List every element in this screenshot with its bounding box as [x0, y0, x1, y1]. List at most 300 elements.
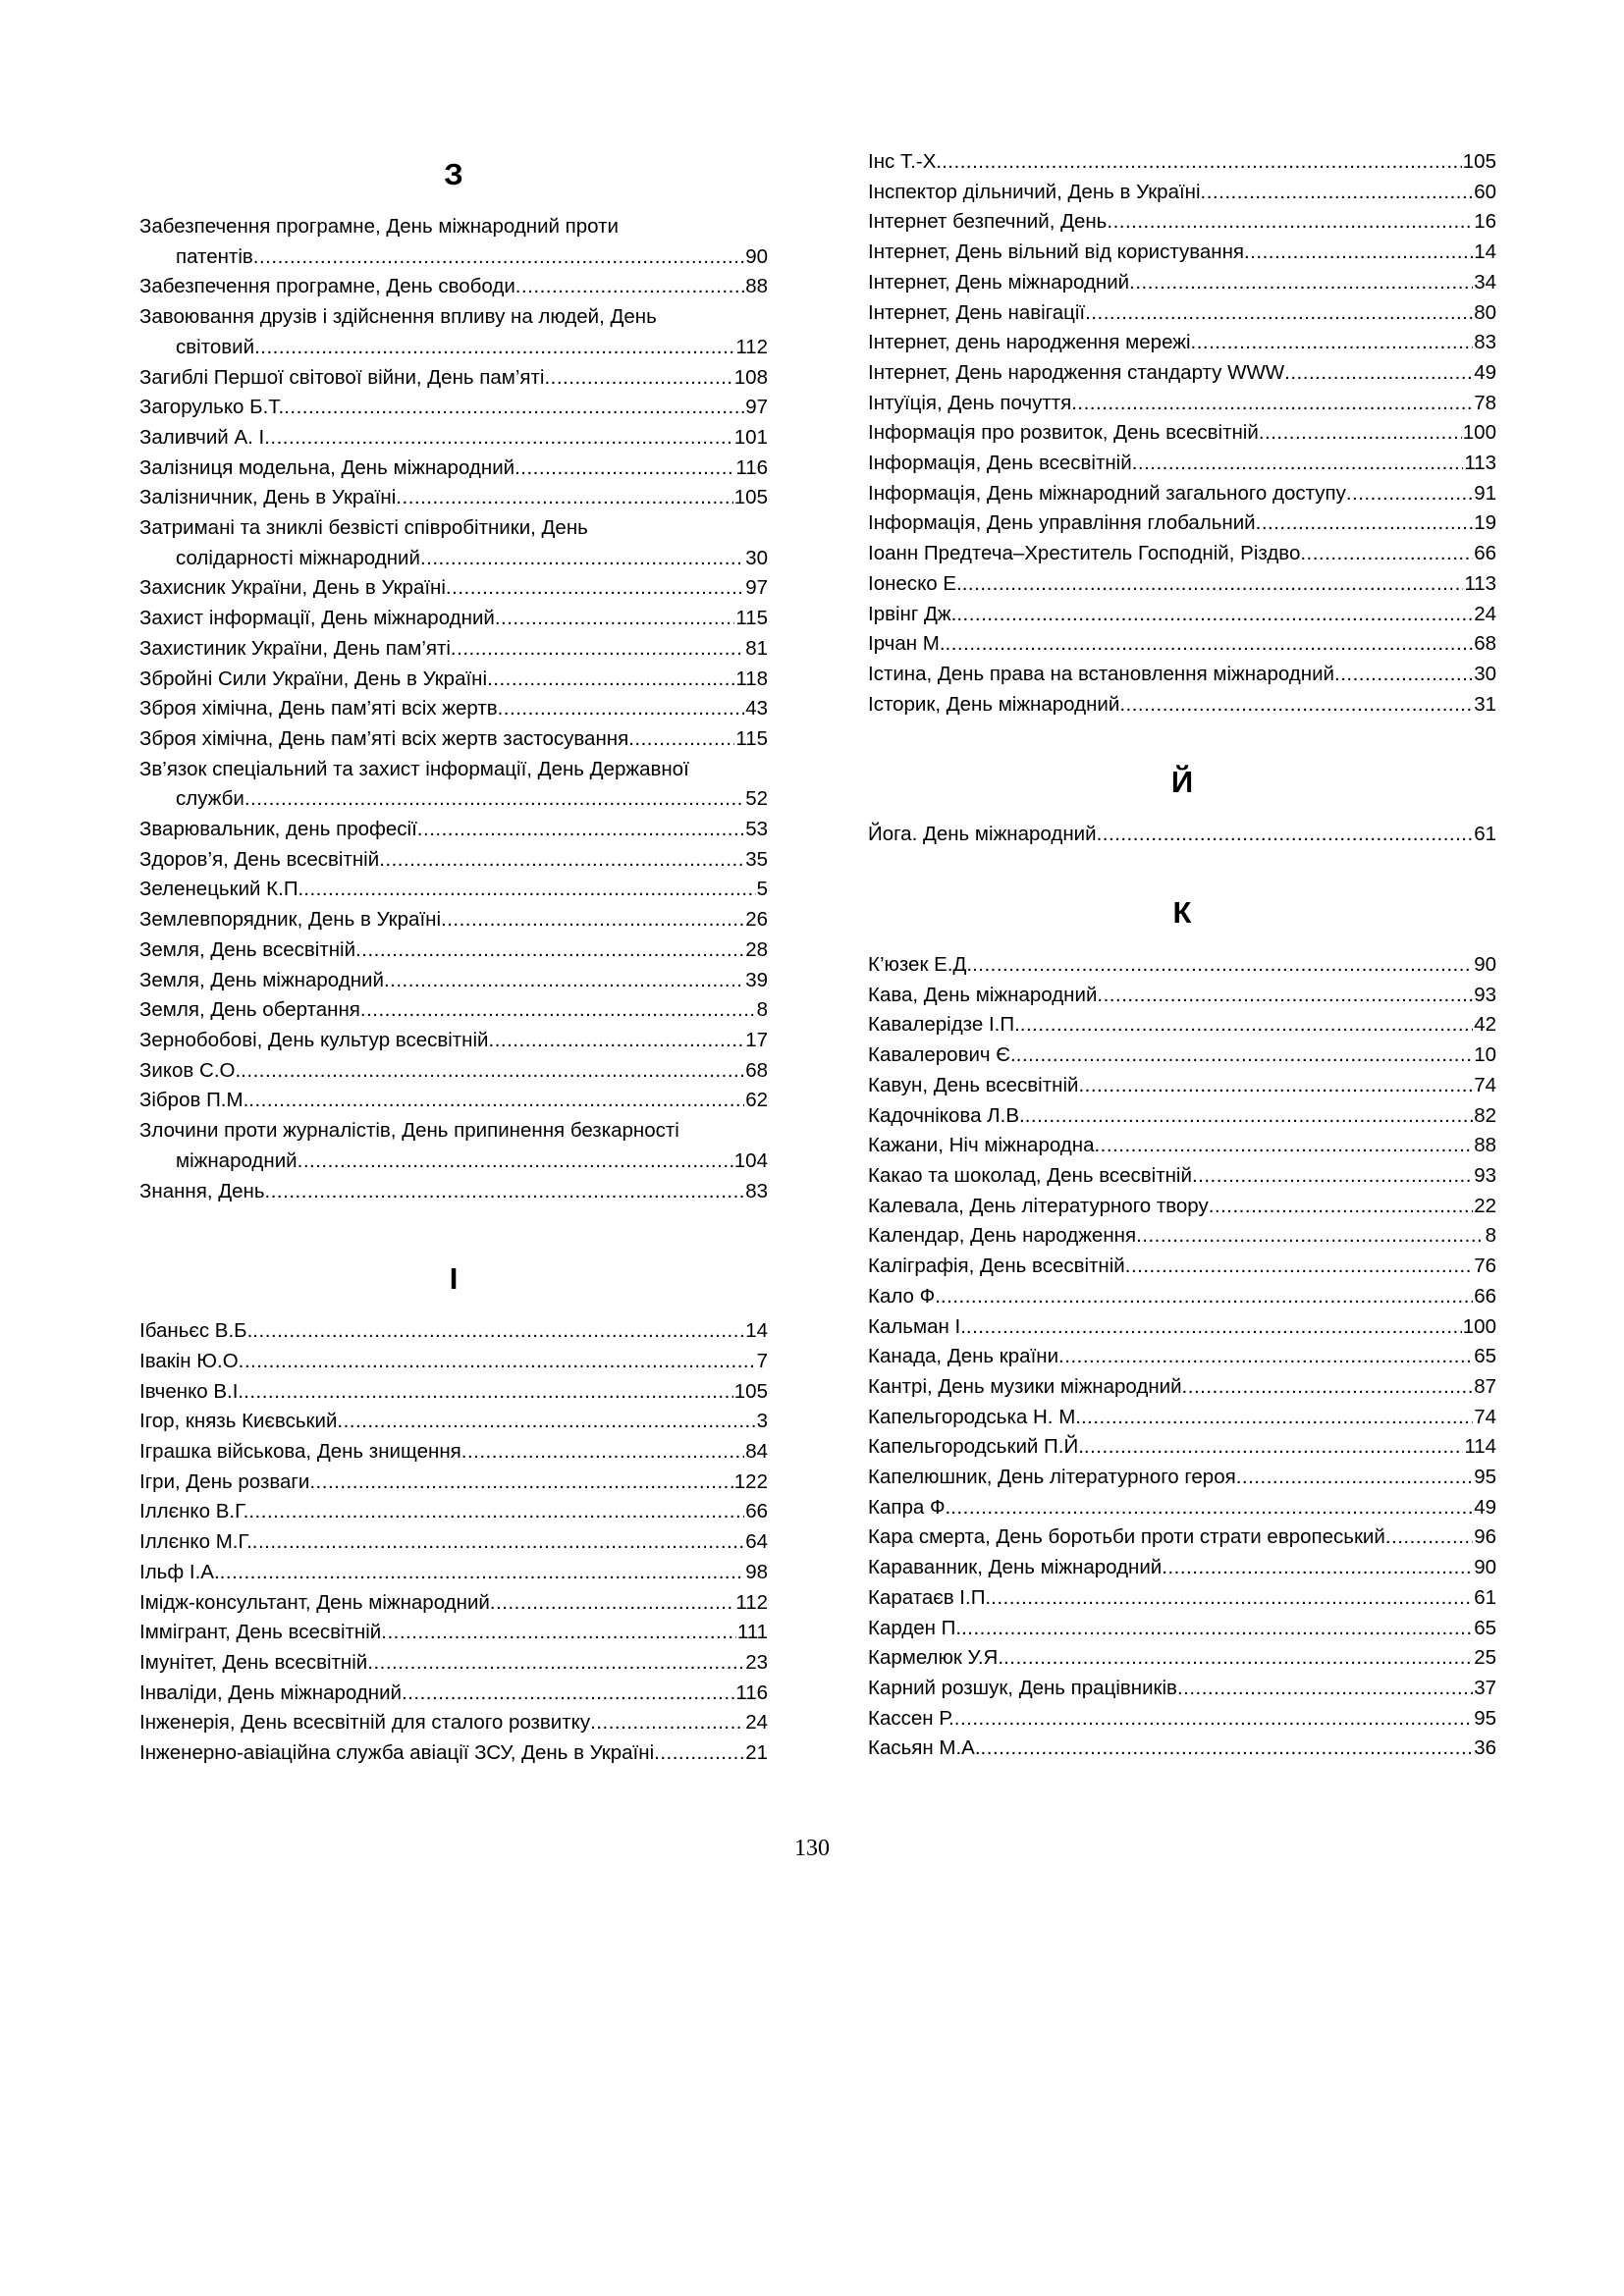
dot-leader: [1071, 389, 1473, 419]
index-entry-page: 95: [1474, 1466, 1496, 1489]
index-entry-term: Кавун, День всесвітній: [868, 1073, 1079, 1096]
dot-leader: [1182, 1372, 1474, 1403]
index-entry-page: 30: [745, 546, 768, 569]
dot-leader: [379, 845, 744, 876]
index-entry: [868, 1131, 1496, 1161]
index-entry-page: 68: [745, 1058, 768, 1082]
index-entry-term: Іллєнко В.Г.: [139, 1500, 249, 1523]
index-entry-term: Зиков С.О.: [139, 1058, 242, 1082]
index-entry: [139, 1527, 768, 1558]
index-entry: [868, 1372, 1496, 1403]
index-entry-page: 98: [745, 1560, 768, 1583]
dot-leader: [298, 1147, 733, 1177]
index-entry-term: Заливчий А. І: [139, 425, 265, 449]
dot-leader: [489, 1026, 745, 1056]
index-entry: [868, 1342, 1496, 1372]
index-entry-page: 53: [745, 818, 768, 841]
index-entry-term-continuation: служби: [176, 787, 244, 811]
dot-leader: [384, 966, 744, 996]
dot-leader: [515, 272, 744, 302]
index-entry: [139, 1177, 768, 1207]
index-entry: [868, 600, 1496, 630]
index-entry-term: Капра Ф.: [868, 1495, 951, 1519]
index-entry-term: Кара смерта, День боротьби проти страти европеський: [868, 1525, 1385, 1549]
index-entry-page: 105: [1462, 150, 1496, 173]
index-entry-page: 76: [1474, 1255, 1496, 1278]
index-entry-page: 37: [1474, 1676, 1496, 1699]
index-entry-page: 35: [745, 847, 768, 871]
index-entry-page: 21: [745, 1741, 768, 1765]
index-entry-term-continuation: патентів: [176, 244, 253, 268]
index-entry-page: 96: [1474, 1525, 1496, 1549]
dot-leader: [381, 1618, 736, 1648]
dot-leader: [253, 242, 744, 273]
index-entry-term: Кава, День міжнародний: [868, 983, 1098, 1006]
index-entry-term: Загиблі Першої світової війни, День пам’яті: [139, 365, 545, 389]
index-list-y: [868, 820, 1496, 850]
dot-leader: [1334, 660, 1473, 690]
dot-leader: [1016, 1041, 1473, 1071]
index-entry: [139, 1316, 768, 1347]
index-entry-page: 105: [733, 1379, 768, 1403]
index-entry-term-continuation: солідарності міжнародний: [176, 546, 420, 569]
index-entry-page: 97: [745, 576, 768, 600]
index-entry: [139, 905, 768, 935]
index-entry-page: 30: [1474, 662, 1496, 685]
index-entry-term: Калевала, День літературного твору: [868, 1194, 1209, 1217]
index-entry-term: Кавалерович Є.: [868, 1043, 1016, 1067]
index-entry: [868, 1734, 1496, 1764]
dot-leader: [284, 393, 744, 423]
index-entry-term: Захистиник України, День пам’яті: [139, 636, 451, 660]
index-entry-term: Кармелюк У.Я.: [868, 1646, 1004, 1670]
dot-leader: [514, 454, 734, 484]
index-entry-page: 64: [745, 1530, 768, 1554]
dot-leader: [972, 950, 1473, 981]
index-entry-term: Земля, День обертання: [139, 998, 360, 1022]
index-entry-term: Збройні Сили України, День в Україні: [139, 667, 488, 690]
index-entry-term: Капелюшник, День літературного героя: [868, 1466, 1236, 1489]
index-entry-term: Злочини проти журналістів, День припинення безкарності: [139, 1119, 679, 1143]
dot-leader: [961, 1614, 1473, 1644]
index-entry: [139, 1558, 768, 1588]
dot-leader: [628, 724, 734, 755]
dot-leader: [1097, 820, 1474, 850]
index-entry: [139, 875, 768, 905]
index-entry-term: Інтернет, День міжнародний: [868, 270, 1130, 294]
dot-leader: [1003, 1643, 1473, 1674]
index-entry: [868, 1221, 1496, 1252]
index-entry: [868, 539, 1496, 569]
index-entry-page: 90: [1474, 953, 1496, 977]
dot-leader: [991, 1583, 1473, 1614]
dot-leader: [248, 1086, 744, 1116]
dot-leader: [954, 1704, 1473, 1735]
index-entry: [139, 845, 768, 876]
index-entry-page: 49: [1474, 1495, 1496, 1519]
dot-leader: [498, 694, 745, 724]
dot-leader: [241, 1056, 744, 1087]
dot-leader: [941, 1282, 1473, 1312]
index-entry-term: К’юзек Е.Д.: [868, 953, 973, 977]
index-entry: [139, 1407, 768, 1437]
index-entry: [139, 1708, 768, 1738]
index-entry: [139, 1377, 768, 1408]
dot-leader: [1256, 508, 1474, 539]
dot-leader: [495, 604, 734, 634]
index-entry-page: 23: [745, 1650, 768, 1674]
index-entry: [868, 1101, 1496, 1132]
index-entry-page: 65: [1474, 1345, 1496, 1368]
index-entry-term: Зернобобові, День культур всесвітній: [139, 1028, 489, 1051]
index-entry-term: Іоанн Предтеча–Хреститель Господній, Різдво: [868, 542, 1301, 565]
index-entry-term: Інспектор дільничий, День в Україні: [868, 180, 1201, 203]
index-entry: [139, 755, 768, 815]
index-entry: [868, 1493, 1496, 1523]
index-entry-page: 97: [745, 396, 768, 419]
index-entry: [868, 1643, 1496, 1674]
index-entry-term: Інваліди, День міжнародний: [139, 1681, 403, 1704]
index-entry-term: Інтернет, день народження мережі: [868, 331, 1191, 354]
dot-leader: [355, 935, 744, 966]
index-entry-term: Ігри, День розваги: [139, 1469, 310, 1493]
section-letter-z: З: [444, 157, 463, 191]
index-entry-term: Імунітет, День всесвітній: [139, 1650, 368, 1674]
index-entry: [868, 569, 1496, 600]
index-entry-page: 19: [1474, 511, 1496, 535]
index-entry-page: 65: [1474, 1616, 1496, 1639]
index-entry: [139, 604, 768, 634]
index-entry-page: 95: [1474, 1706, 1496, 1730]
dot-leader: [252, 1527, 744, 1558]
dot-leader: [946, 629, 1474, 660]
page-number: 130: [794, 1836, 830, 1861]
index-entry-page: 25: [1474, 1646, 1496, 1670]
index-entry: [139, 573, 768, 604]
dot-leader: [264, 423, 733, 454]
dot-leader: [239, 1347, 756, 1377]
index-entry: [868, 1071, 1496, 1101]
index-entry-term: Кажани, Ніч міжнародна: [868, 1134, 1095, 1157]
section-letter-i: І: [449, 1261, 459, 1297]
index-entry-term-continuation: міжнародний: [176, 1148, 298, 1172]
index-entry-term: Ібаньєс В.Б.: [139, 1319, 253, 1343]
dot-leader: [590, 1708, 744, 1738]
index-entry-term: Караванник, День міжнародний: [868, 1556, 1163, 1579]
index-entry-page: 78: [1474, 391, 1496, 414]
dot-leader: [1132, 449, 1464, 479]
index-entry-page: 100: [1462, 421, 1496, 445]
index-entry-term: Кавалерідзе І.П.: [868, 1013, 1020, 1037]
index-entry-page: 10: [1474, 1043, 1496, 1067]
index-entry-page: 113: [1464, 452, 1496, 475]
index-entry: [868, 1463, 1496, 1493]
index-entry: [139, 1648, 768, 1679]
index-entry-term: Залізничник, День в Україні: [139, 486, 397, 509]
index-entry-term: Захисник України, День в Україні: [139, 576, 446, 600]
index-entry-term: Завоювання друзів і здійснення впливу на людей, День: [139, 305, 657, 329]
index-entry-term: Іграшка військова, День знищення: [139, 1440, 461, 1464]
index-entry-term: Карний розшук, День працівників: [868, 1676, 1177, 1699]
index-entry-page: 113: [1464, 571, 1496, 595]
dot-leader: [1209, 1192, 1473, 1222]
index-entry-page: 90: [1474, 1556, 1496, 1579]
dot-leader: [962, 569, 1464, 600]
index-entry-page: 87: [1474, 1374, 1496, 1398]
index-entry-term: Ігор, князь Києвський: [139, 1410, 338, 1433]
index-entry: [868, 1192, 1496, 1222]
dot-leader: [1119, 690, 1473, 721]
index-entry: [868, 1403, 1496, 1433]
dot-leader: [1097, 981, 1473, 1011]
index-entry: [139, 393, 768, 423]
index-entry-term: Какао та шоколад, День всесвітній: [868, 1163, 1192, 1187]
index-entry: [868, 629, 1496, 660]
index-entry: [868, 820, 1496, 850]
index-entry: [868, 1312, 1496, 1343]
index-entry: [868, 479, 1496, 509]
section-letter-y: Й: [1170, 765, 1194, 800]
dot-leader: [956, 600, 1473, 630]
index-entry-page: 3: [756, 1410, 768, 1433]
index-entry: [139, 1738, 768, 1769]
index-entry: [139, 1618, 768, 1648]
index-entry: [868, 268, 1496, 298]
index-entry: [868, 298, 1496, 329]
index-entry-term: Інформація, День управління глобальний: [868, 511, 1256, 535]
index-entry-page: 66: [1474, 542, 1496, 565]
index-entry: [868, 1282, 1496, 1312]
dot-leader: [1236, 1463, 1473, 1493]
dot-leader: [966, 1312, 1462, 1343]
index-entry: [868, 1704, 1496, 1735]
index-entry-term: Забезпечення програмне, День міжнародний проти: [139, 215, 619, 238]
index-entry-term-continuation: світовий: [176, 335, 255, 358]
dot-leader: [950, 1493, 1473, 1523]
dot-leader: [1162, 1553, 1473, 1583]
dot-leader: [461, 1437, 744, 1468]
dot-leader: [1244, 238, 1473, 268]
dot-leader: [1136, 1221, 1485, 1252]
index-entry: [139, 1347, 768, 1377]
index-entry-page: 116: [735, 1681, 768, 1704]
dot-leader: [303, 875, 755, 905]
index-entry: [139, 212, 768, 272]
index-entry-page: 111: [736, 1621, 768, 1644]
dot-leader: [220, 1558, 745, 1588]
index-entry: [139, 1086, 768, 1116]
index-entry-term: Знання, День: [139, 1179, 265, 1202]
index-entry-page: 68: [1474, 632, 1496, 656]
index-entry-page: 62: [745, 1089, 768, 1112]
index-entry-term: Інженерно-авіаційна служба авіації ЗСУ, День в Україні: [139, 1741, 655, 1765]
index-entry-page: 43: [745, 697, 768, 721]
dot-leader: [244, 784, 744, 815]
index-entry: [868, 1583, 1496, 1614]
dot-leader: [446, 573, 744, 604]
index-entry-page: 26: [745, 908, 768, 932]
dot-leader: [1284, 358, 1473, 389]
dot-leader: [417, 815, 744, 845]
index-entry-term: Зброя хімічна, День пам’яті всіх жертв: [139, 697, 498, 721]
index-entry-page: 14: [1474, 240, 1496, 264]
index-entry: [139, 1497, 768, 1527]
index-entry-page: 118: [735, 667, 768, 690]
index-entry-page: 83: [745, 1179, 768, 1202]
index-entry: [868, 147, 1496, 178]
dot-leader: [396, 483, 732, 513]
dot-leader: [248, 1497, 744, 1527]
index-entry-term: Інформація, День всесвітній: [868, 452, 1132, 475]
dot-leader: [1078, 1071, 1473, 1101]
index-entry: [868, 358, 1496, 389]
dot-leader: [402, 1679, 734, 1709]
index-entry-page: 115: [735, 726, 768, 750]
index-entry: [139, 1056, 768, 1087]
dot-leader: [1177, 1674, 1473, 1704]
dot-leader: [942, 147, 1462, 178]
index-entry-page: 14: [745, 1319, 768, 1343]
index-entry-page: 112: [735, 335, 768, 358]
index-entry-term: Земля, День всесвітній: [139, 937, 356, 961]
index-entry-page: 8: [756, 998, 768, 1022]
index-entry: [139, 966, 768, 996]
index-entry-term: Канада, День країни: [868, 1345, 1059, 1368]
dot-leader: [1107, 207, 1473, 238]
index-entry-page: 105: [733, 486, 768, 509]
index-entry-page: 122: [733, 1469, 768, 1493]
dot-leader: [1094, 1131, 1473, 1161]
index-entry-page: 66: [1474, 1284, 1496, 1308]
index-entry-page: 90: [745, 244, 768, 268]
index-entry-term: Забезпечення програмне, День свободи: [139, 275, 515, 298]
index-entry-term: Істина, День права на встановлення міжнародний: [868, 662, 1334, 685]
dot-leader: [337, 1407, 755, 1437]
dot-leader: [1085, 298, 1473, 329]
index-entry-term: Зеленецький К.П.: [139, 878, 304, 901]
index-entry-term: Інтернет безпечний, День: [868, 210, 1108, 234]
index-entry-page: 42: [1474, 1013, 1496, 1037]
index-entry-page: 61: [1474, 823, 1496, 846]
index-entry: [139, 634, 768, 665]
index-entry-page: 108: [733, 365, 768, 389]
index-entry-page: 101: [733, 425, 768, 449]
index-entry-term: Карден П.: [868, 1616, 962, 1639]
index-entry-page: 61: [1474, 1585, 1496, 1609]
index-entry-page: 83: [1474, 331, 1496, 354]
index-entry-term: Ірвінг Дж.: [868, 602, 957, 625]
index-entry-page: 7: [756, 1349, 768, 1372]
dot-leader: [367, 1648, 744, 1679]
index-entry-term: Йога. День міжнародний: [868, 823, 1097, 846]
index-entry-page: 31: [1474, 692, 1496, 716]
index-entry-term: Івченко В.І.: [139, 1379, 244, 1403]
dot-leader: [309, 1468, 732, 1498]
index-entry-page: 104: [733, 1148, 768, 1172]
index-entry: [868, 1674, 1496, 1704]
index-entry-term: Зброя хімічна, День пам’яті всіх жертв застосування: [139, 726, 629, 750]
index-entry-term: Календар, День народження: [868, 1224, 1137, 1248]
index-entry-page: 82: [1474, 1103, 1496, 1127]
index-entry-term: Зварювальник, день професії: [139, 818, 417, 841]
index-entry: [139, 1679, 768, 1709]
dot-leader: [1192, 1161, 1473, 1192]
index-entry-page: 93: [1474, 983, 1496, 1006]
dot-leader: [1129, 268, 1473, 298]
index-column-right: [868, 147, 1496, 1764]
index-list-i-part2: [868, 147, 1496, 720]
index-entry: [868, 1614, 1496, 1644]
index-entry: [139, 1437, 768, 1468]
index-entry-page: 36: [1474, 1736, 1496, 1760]
index-entry-page: 112: [735, 1590, 768, 1614]
index-entry: [868, 660, 1496, 690]
dot-leader: [1084, 1432, 1463, 1463]
index-entry-term: Інформація, День міжнародний загального доступу: [868, 481, 1346, 505]
index-list-i-part1: [139, 1316, 768, 1769]
index-entry-term: Кадочнікова Л.В.: [868, 1103, 1025, 1127]
index-entry-page: 39: [745, 968, 768, 991]
index-entry: [139, 815, 768, 845]
index-entry-page: 93: [1474, 1163, 1496, 1187]
index-entry: [868, 690, 1496, 721]
dot-leader: [1300, 539, 1473, 569]
dot-leader: [1385, 1522, 1473, 1553]
index-entry: [139, 423, 768, 454]
index-entry-page: 80: [1474, 300, 1496, 324]
index-entry: [139, 454, 768, 484]
index-entry-term: Земля, День міжнародний: [139, 968, 384, 991]
index-list-z: [139, 212, 768, 1206]
index-entry-term: Зібров П.М.: [139, 1089, 249, 1112]
index-entry: [868, 418, 1496, 449]
index-entry-page: 114: [1464, 1435, 1496, 1459]
index-entry-page: 60: [1474, 180, 1496, 203]
index-entry-term: Інтернет, День вільний від користування: [868, 240, 1244, 264]
index-entry: [139, 995, 768, 1026]
index-entry-term: Інтернет, День навігації: [868, 300, 1086, 324]
dot-leader: [1020, 1010, 1473, 1041]
index-entry: [868, 950, 1496, 981]
index-entry-page: 17: [745, 1028, 768, 1051]
index-entry-page: 49: [1474, 360, 1496, 384]
dot-leader: [981, 1734, 1474, 1764]
index-entry-term: Інформація про розвиток, День всесвітній: [868, 421, 1259, 445]
index-entry-term: Здоров’я, День всесвітній: [139, 847, 380, 871]
index-entry-term: Кантрі, День музики міжнародний: [868, 1374, 1182, 1398]
index-entry-page: 16: [1474, 210, 1496, 234]
index-entry: [868, 178, 1496, 208]
dot-leader: [244, 1377, 733, 1408]
index-entry-page: 74: [1474, 1405, 1496, 1428]
index-entry-term: Каратаєв І.П.: [868, 1585, 992, 1609]
index-entry-page: 24: [1474, 602, 1496, 625]
index-entry-term: Іммігрант, День всесвітній: [139, 1621, 382, 1644]
index-entry: [868, 1041, 1496, 1071]
index-entry: [868, 1522, 1496, 1553]
dot-leader: [441, 905, 744, 935]
index-entry-page: 66: [745, 1500, 768, 1523]
dot-leader: [1081, 1403, 1473, 1433]
index-entry-term: Залізниця модельна, День міжнародний: [139, 455, 515, 479]
index-entry-term: Загорулько Б.Т.: [139, 396, 285, 419]
index-entry-page: 24: [745, 1711, 768, 1735]
index-entry: [139, 363, 768, 394]
dot-leader: [1058, 1342, 1473, 1372]
index-entry-term: Іонеско Е.: [868, 571, 962, 595]
index-entry-page: 22: [1474, 1194, 1496, 1217]
index-entry: [868, 328, 1496, 358]
